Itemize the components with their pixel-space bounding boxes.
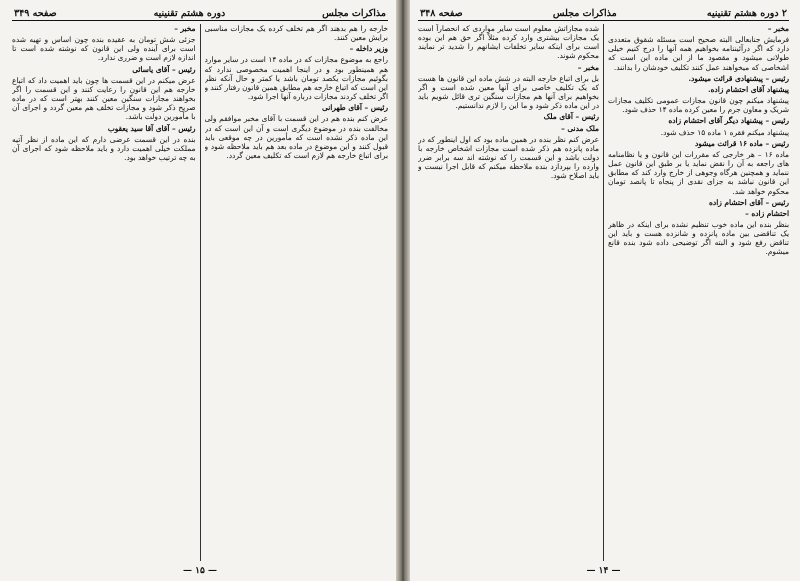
speaker-label: احتشام زاده – [745, 208, 789, 218]
paragraph-text: بنظر بنده این ماده خوب تنظیم نشده برای اینکه در ظاهر یک تناقضی بین ماده پانزده و شانزده هست و باید این تناقض رفع شود و البته اگر توضیحی داده شود بنده قانع میشوم. [608, 219, 789, 257]
paragraph [12, 135, 196, 162]
speaker-label: رئیس – آقای احتشام زاده [709, 197, 789, 207]
paragraph [608, 150, 789, 196]
speaker-label: رئیس – آقای ملک [543, 112, 599, 122]
paragraph-text: عرض کنم بنده هم در این قسمت با آقای مخبر موافقم ولی مخالفت بنده در موضوع دیگری است و آن این است که در این ماده ذکر نشده است که مأمورین در چه موقعی باید قبول کنند و این موضوع در ماده بعد هم باید ملاحظه شود و برای اتباع خارجه هم لازم است که تکلیف معین گردد. [204, 114, 388, 161]
paragraph [608, 198, 789, 207]
paragraph-text: پیشنهاد میکنم فقره ۱ ماده ۱۵ حذف شود. [660, 127, 789, 137]
right-page-header [418, 6, 789, 21]
paragraph [205, 44, 389, 53]
paragraph-text: فرمایش جنابعالی البته صحیح است مسئله شقوق متعددی دارد که اگر درآئیننامه بخواهیم همه آنها را درج کنیم خیلی طولانی میشود و مقصود ما از این ماده این است که اشخاصی که میخواهند عمل کنند تکلیف خودشان را بدانند. [608, 35, 789, 72]
column-divider [200, 24, 201, 561]
left-header-title: مذاکرات مجلس [322, 7, 386, 19]
paragraph [608, 116, 789, 125]
paragraph-text: ماده ۱۶ – هر خارجی که مقررات این قانون و یا نظامنامه های راجعه به آن را نقض نماید یا بر طبق این قانون عمل ننماید و همچنین هرگاه وجوهی از خارج وارد کند که مطابق این قانون نباشد به جزای نقدی از پنجاه تا پانصد تومان محکوم خواهد شد. [608, 149, 789, 196]
paragraph-text: بل برای اتباع خارجه البته در شش ماده این قانون ها هست که یک تکلیف خاصی برای آنها معین شده است و اگر بخواهیم برای آنها هم مجازات سنگین تری قائل شویم باید در این ماده ذکر شود و ما این را لازم ندانستیم. [418, 73, 599, 111]
paragraph-text: جزئی شش تومان به عقیده بنده چون اساس و تهیه شده است برای آینده ولی این قانون که نوشته شده است تا اندازه لازم است و ضرری ندارد. [12, 35, 196, 63]
speaker-label: رئیس – آقای آقا سید یعقوب [107, 123, 196, 133]
right-header-session: ۲ دوره هشتم تقنینیه [706, 7, 787, 19]
right-page-column-left [418, 24, 599, 561]
speaker-label: مخبر – [174, 24, 196, 33]
paragraph [608, 209, 789, 218]
paragraph [12, 76, 196, 122]
left-page-column-left [12, 24, 196, 561]
paragraph [12, 35, 196, 62]
speaker-label: مخبر – [577, 62, 599, 72]
left-page-columns [12, 24, 388, 561]
speaker-label: رئیس – پیشنهادی قرائت میشود. [688, 73, 789, 83]
paragraph [205, 24, 389, 42]
speaker-label: رئیس – ماده ۱۶ قرائت میشود [694, 138, 789, 148]
paragraph-text: پیشنهاد میکنم چون قانون مجازات عمومی تکلیف مجازات شریک و معاون جرم را معین کرده ماده ۱۴ حذف شود. [608, 96, 789, 115]
paragraph [12, 124, 196, 133]
paragraph [418, 112, 599, 121]
right-header-title: مذاکرات مجلس [552, 7, 617, 19]
paragraph-text: بنده در این قسمت عرضی دارم که این ماده از نظر آتیه مملکت خیلی اهمیت دارد و باید ملاحظه شود که اجرای آن به چه ترتیب خواهد بود. [12, 134, 196, 163]
column-divider [603, 24, 604, 561]
paragraph [608, 24, 789, 33]
speaker-label: پیشنهاد آقای احتشام زاده. [707, 84, 789, 94]
paragraph-text: عرض میکنم در این قسمت ها چون باید اهمیت داد که اتباع خارجه هم این قانون را رعایت کنند و این قسمت را اگر بخواهند مجازات سنگین معین کنند بهتر است که در ماده صریح ذکر شود و مجازات تخلف هم معین گردد و اجرای آن با مأمورین دولت باشد. [12, 75, 196, 122]
right-page-columns [418, 24, 789, 561]
paragraph [608, 96, 789, 114]
paragraph [12, 24, 196, 33]
paragraph [608, 128, 789, 137]
paragraph [608, 220, 789, 257]
paragraph-text: عرض کنم نظر بنده در همین ماده بود که اول اینطور که در ماده پانزده هم ذکر شده است مجازات اشخاص خارجه با دولت باشد و این قسمت را که نوشته اند سه برابر ضرر وارده را بپردازد بنده ملاحظه میکنم که قابل اجرا نیست و باید اصلاح شود. [418, 134, 599, 181]
right-header-page-number: صفحه ۳۴۸ [420, 7, 463, 19]
speaker-label: رئیس – آقای طهرانی [322, 103, 388, 113]
speaker-label: وزیر داخله – [349, 44, 388, 54]
paragraph [608, 139, 789, 148]
paragraph [608, 35, 789, 72]
paragraph [608, 74, 789, 83]
paragraph [608, 85, 789, 94]
speaker-label: ملک مدنی – [561, 123, 599, 133]
right-page-footer: — ۱۴ — [586, 566, 621, 576]
paragraph [205, 55, 389, 101]
left-page-header [12, 6, 388, 21]
speaker-label: رئیس – آقای یاسائی [132, 64, 196, 74]
paragraph [418, 24, 599, 61]
paragraph [418, 124, 599, 133]
paragraph-text: شده مجازاتش معلوم است سایر مواردی که انحصاراً است یک مجازات بیشتری وارد کرده مثلاً اگر حق هم این بوده است برای اینکه سایر تخلفات ایشانهم را شدید تر نمایند محکوم شوند. [418, 24, 599, 61]
paragraph [418, 63, 599, 72]
paragraph-text: راجع به موضوع مجازات که در ماده ۱۴ است در سایر موارد هم همینطور بود و در اینجا اهمیت مخصوصی ندارد که بگوئیم مجازات یکصد تومان باشد یا کمتر و حال آنکه نظر این است که اتباع خارجه هم مطابق همین قانون رفتار کنند و اگر تخلف کردند مجازات درباره آنها اجرا شود. [204, 55, 388, 102]
book-gutter [396, 0, 410, 581]
paragraph [12, 65, 196, 74]
right-page [412, 6, 795, 578]
left-page-column-right [205, 24, 389, 561]
paragraph [205, 114, 389, 160]
left-header-session: دوره هشتم تقنینیه [153, 7, 226, 19]
left-page-footer: — ۱۵ — [183, 566, 217, 576]
paragraph [418, 135, 599, 181]
left-header-page-number: صفحه ۳۴۹ [14, 7, 57, 19]
paragraph-text: خارجه را هم بدهند اگر هم تخلف کرده یک مجازات مناسبی برایش معین کنند. [204, 24, 388, 43]
paragraph [418, 74, 599, 111]
speaker-label: مخبر – [767, 24, 789, 33]
left-page [6, 6, 394, 578]
speaker-label: رئیس – پیشنهاد دیگر آقای احتشام زاده [668, 116, 789, 126]
paragraph [205, 103, 389, 112]
right-page-column-right [608, 24, 789, 561]
